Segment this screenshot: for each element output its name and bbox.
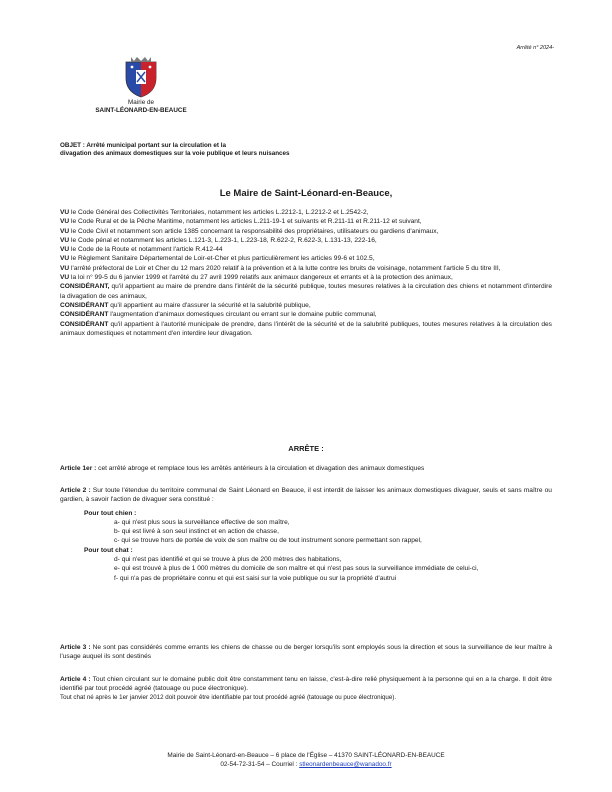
- article-1: Article 1er : cet arrêté abroge et remplace tous les arrêtés antérieurs à la circulation et divagation des animaux domestiques: [60, 465, 425, 472]
- chien-heading: Pour tout chien :: [84, 509, 137, 517]
- preamble-item: VU la loi n° 99-5 du 6 janvier 1999 et l'arrêté du 27 avril 1999 relatifs aux animaux dangereux et errants et à la protection des animaux,: [60, 274, 453, 282]
- document-title: Le Maire de Saint-Léonard-en-Beauce,: [219, 188, 393, 199]
- footer: Mairie de Saint-Léonard-en-Beauce – 6 place de l'Église – 41370 SAINT-LÉONARD-EN-BEAUCE 02-54-72-31-54 – Courriel : stleonardenbeauce@wanadoo.fr: [167, 752, 445, 768]
- decree-number: Arrêté n° 2024-: [516, 45, 554, 51]
- preamble-item: VU le Code Rural et de la Pêche Maritime, notamment les articles L.211-19-1 et suivants et R.211-11 et R.211-12 et suivant,: [60, 218, 422, 226]
- article-2: Article 2 : Sur toute l'étendue du territoire communal de Saint Léonard en Beauce, il est interdit de laisser les animaux domestiques divaguer, seuls et sans maître ou gardien, à savoir l'action de divaguer sera constitué : Pour tout chien : a- qui n'est plus sous la surveillance effective de son maître, b- qui est livré à son seul instinct et en action de chasse, c- qui se trouve hors de portée de voix de son maître ou de tout instrument sonore permettant son rappel, Pour tout chat : d- qui n'est pas identifié et qui se trouve à plus de 200 mètres des habitations, e- qui est trouvé à plus de 1 000 mètres du domicile de son maître et qui n'est pas sous la surveillance immédiate de celui-ci, f- qui n'a pas de propriétaire connu et qui est saisi sur la voie publique ou sur la propriété d'autrui: [60, 487, 552, 582]
- preamble-item: VU le Code pénal et notamment les articles L.121-3, L.223-1, L.223-18, R.622-2, R.622-3, L.131-13, 222-16,: [60, 236, 377, 244]
- preamble-item: VU le Code Civil et notamment son article 1385 concernant la responsabilité des propriétaires, utilisateurs ou gardiens d'animaux,: [60, 227, 439, 235]
- mairie-label: Mairie de SAINT-LÉONARD-EN-BEAUCE: [95, 99, 187, 114]
- list-item: d- qui n'est pas identifié et qui se trouve à plus de 200 mètres des habitations,: [114, 556, 342, 564]
- preamble-item: CONSIDÉRANT qu'il appartient à l'autorité municipale de prendre, dans l'intérêt de la sécurité et de la salubrité publiques, toutes mesures relatives à la circulation des animaux domestiques et notamment d'en interdire leur divagation.: [60, 320, 552, 337]
- list-item: b- qui est livré à son seul instinct et en action de chasse,: [114, 528, 279, 536]
- preamble-item: VU le Code de la Route et notamment l'article R.412-44: [60, 246, 223, 254]
- list-item: a- qui n'est plus sous la surveillance effective de son maître,: [114, 518, 290, 526]
- preamble-item: VU le Code Général des Collectivités Territoriales, notamment les articles L.2212-1, L.2212-2 et L.2542-2,: [60, 209, 369, 216]
- email-link[interactable]: stleonardenbeauce@wanadoo.fr: [299, 760, 392, 768]
- list-item: e- qui est trouvé à plus de 1 000 mètres du domicile de son maître et qui n'est pas sous la surveillance immédiate de celui-ci,: [114, 565, 479, 573]
- list-item: f- qui n'a pas de propriétaire connu et qui est saisi sur la voie publique ou sur la propriété d'autrui: [114, 574, 397, 582]
- coat-of-arms-icon: [122, 56, 160, 98]
- article-4: Article 4 : Tout chien circulant sur le domaine public doit être constamment tenu en laisse, c'est-à-dire relié physiquement à la personne qui en a la charge. Il doit être identifié par tout procédé agréé (tatouage ou puce électronique). Tout chat né après le 1er janvier 2012 doit pouvoir être identifiable par tout procédé agréé (tatouage ou puce électronique).: [60, 676, 552, 701]
- preamble-item: CONSIDÉRANT l'augmentation d'animaux domestiques circulant ou errant sur le domaine public communal,: [60, 311, 377, 319]
- article-3: Article 3 : Ne sont pas considérés comme errants les chiens de chasse ou de berger lorsqu'ils sont employés sous la direction et sous la surveillance de leur maître à l'usage auquel ils sont destinés: [60, 644, 552, 661]
- preamble-item: VU le Règlement Sanitaire Départemental de Loir-et-Cher et plus particulièrement les articles 99-6 et 102.5,: [60, 255, 375, 263]
- preamble: [60, 208, 552, 338]
- preamble-item: VU l'arrêté préfectoral de Loir et Cher du 12 mars 2020 relatif à la prévention et à la lutte contre les bruits de voisinage, notamment l'article 5 du titre III,: [60, 264, 501, 272]
- objet-block: OBJET : Arrêté municipal portant sur la circulation et la divagation des animaux domestiques sur la voie publique et leurs nuisances: [60, 142, 290, 158]
- objet-label: OBJET :: [60, 142, 85, 149]
- arrete-heading: ARRÊTE :: [288, 444, 324, 453]
- list-item: c- qui se trouve hors de portée de voix de son maître ou de tout instrument sonore permettant son rappel,: [114, 537, 422, 545]
- chat-heading: Pour tout chat :: [84, 546, 133, 554]
- preamble-item: CONSIDÉRANT, qu'il appartient au maire de prendre dans l'intérêt de la sécurité publique, toutes mesures relatives à la circulation des chiens et notamment d'interdire la divagation de ces animaux,: [60, 283, 552, 300]
- preamble-item: CONSIDÉRANT qu'il appartient au maire d'assurer la sécurité et la salubrité publique,: [60, 301, 311, 309]
